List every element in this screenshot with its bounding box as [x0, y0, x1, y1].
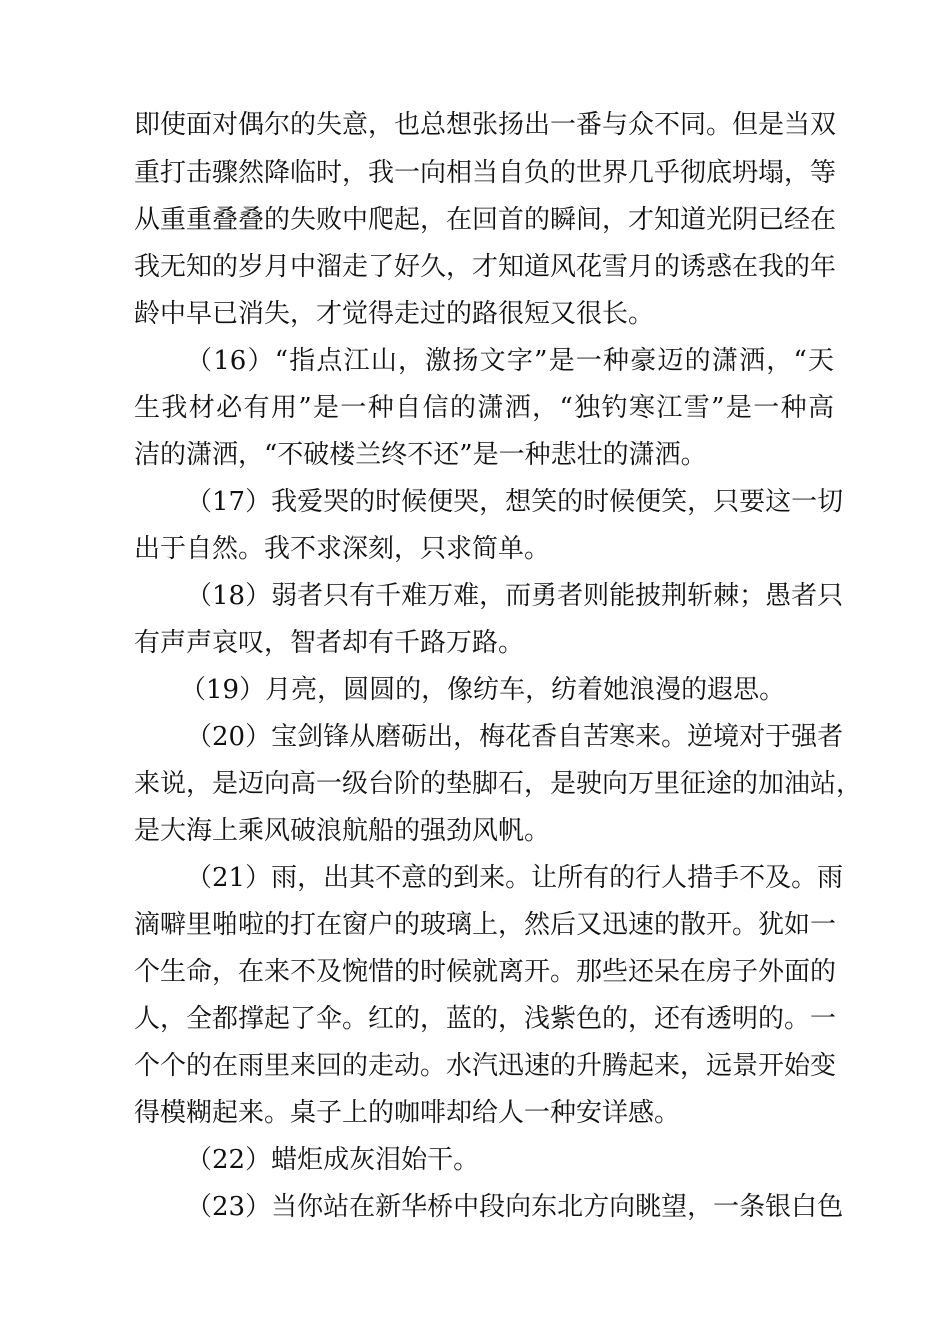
text-line: 重打击骤然降临时，我一向相当自负的世界几乎彻底坍塌，等 — [134, 158, 837, 188]
text-line: 个生命，在来不及惋惜的时候就离开。那些还呆在房子外面的 — [134, 957, 837, 987]
paragraph-20-start: （20）宝剑锋从磨砺出，梅花香自苦寒来。逆境对于强者 — [186, 722, 844, 752]
text-line: 得模糊起来。桌子上的咖啡却给人一种安详感。 — [134, 1098, 681, 1128]
text-line: 生我材必有用”是一种自信的潇洒，“独钓寒江雪”是一种高 — [134, 393, 834, 423]
paragraph-19: （19）月亮，圆圆的，像纺车，纺着她浪漫的遐思。 — [180, 675, 786, 705]
paragraph-16-start: （16）“指点江山，激扬文字”是一种豪迈的潇洒，“天 — [186, 346, 834, 376]
text-line: 滴噼里啪啦的打在窗户的玻璃上，然后又迅速的散开。犹如一 — [134, 910, 837, 940]
paragraph-17-start: （17）我爱哭的时候便哭，想笑的时候便笑，只要这一切 — [186, 487, 844, 517]
paragraph-18-start: （18）弱者只有千难万难，而勇者则能披荆斩棘；愚者只 — [186, 581, 844, 611]
paragraph-23-start: （23）当你站在新华桥中段向东北方向眺望，一条银白色 — [186, 1192, 844, 1222]
text-line: 是大海上乘风破浪航船的强劲风帆。 — [134, 816, 551, 846]
text-line: 有声声哀叹，智者却有千路万路。 — [134, 628, 525, 658]
text-line: 从重重叠叠的失败中爬起，在回首的瞬间，才知道光阴已经在 — [134, 205, 837, 235]
paragraph-21-start: （21）雨，出其不意的到来。让所有的行人措手不及。雨 — [186, 863, 844, 893]
text-line: 人，全都撑起了伞。红的，蓝的，浅紫色的，还有透明的。一 — [134, 1004, 837, 1034]
text-line: 个个的在雨里来回的走动。水汽迅速的升腾起来，远景开始变 — [134, 1051, 837, 1081]
text-line: 即使面对偶尔的失意，也总想张扬出一番与众不同。但是当双 — [134, 110, 837, 140]
text-line: 龄中早已消失，才觉得走过的路很短又很长。 — [134, 299, 655, 329]
text-line: 来说，是迈向高一级台阶的垫脚石，是驶向万里征途的加油站， — [134, 769, 863, 799]
text-line: 洁的潇洒，“不破楼兰终不还”是一种悲壮的潇洒。 — [134, 440, 707, 470]
text-line: 出于自然。我不求深刻，只求简单。 — [134, 534, 551, 564]
text-line: 我无知的岁月中溜走了好久，才知道风花雪月的诱惑在我的年 — [134, 252, 837, 282]
paragraph-22: （22）蜡炬成灰泪始干。 — [186, 1145, 480, 1175]
